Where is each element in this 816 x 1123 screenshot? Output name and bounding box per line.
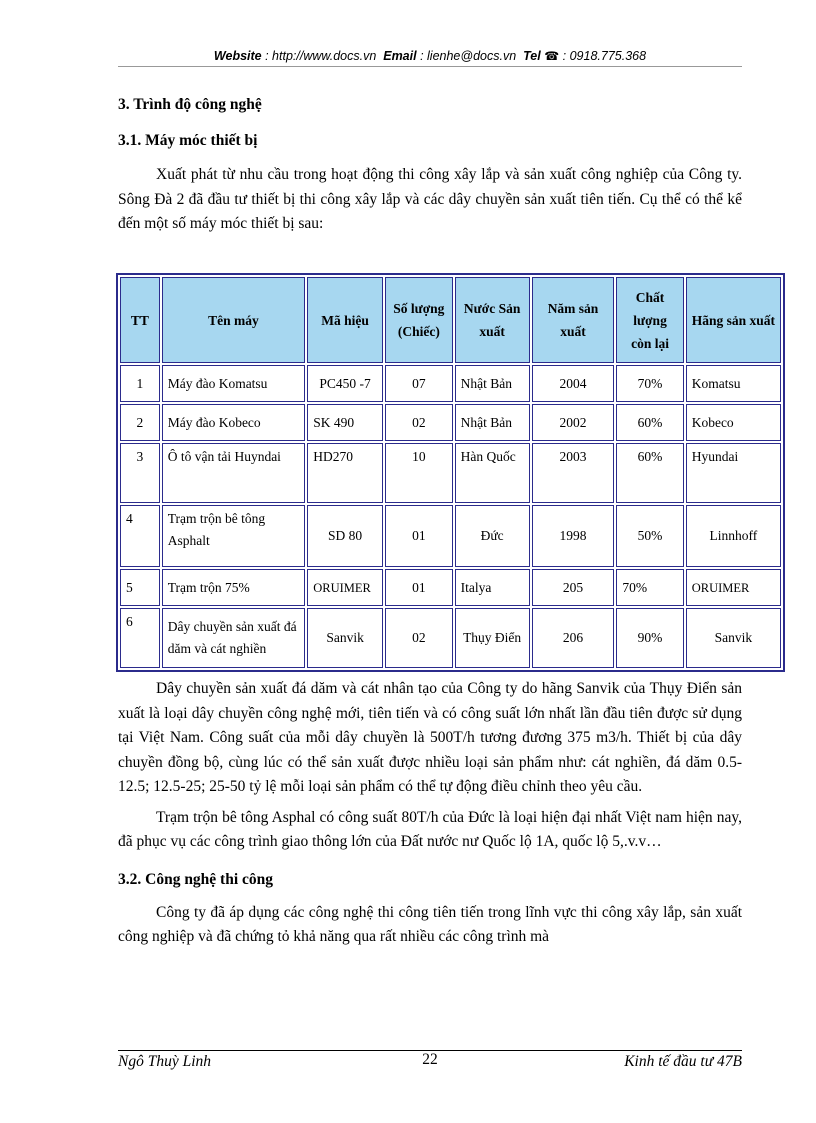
cell-year: 1998 [532,505,615,567]
cell-tt: 3 [120,443,160,503]
website-label: Website [213,49,262,63]
cell-year: 2004 [532,365,615,402]
cell-year: 2003 [532,443,615,503]
intro-paragraph: Xuất phát từ nhu cầu trong hoạt động thi công xây lắp và sản xuất công nghiệp của Công ty. Sông Đà 2 đã đầu tư thiết bị thi công xây lắp và các dây chuyền sản xuất tiên tiến. Cụ thể có thể kể đến một số máy móc thiết bị sau: [118,166,742,232]
header-divider [118,66,742,67]
cell-condition: 50% [616,505,683,567]
table-row [120,608,781,668]
cell-quantity: 01 [385,505,453,567]
cell-tt: 2 [120,404,160,441]
cell-condition: 70% [616,365,683,402]
footer-class: Kinh tế đầu tư 47B [624,1053,742,1070]
table-row [120,505,781,567]
cell-name: Trạm trộn 75% [162,569,306,606]
cell-country: Nhật Bản [455,404,530,441]
email-label: Email [383,49,417,63]
page-number: 22 [422,1051,438,1068]
cell-condition: 60% [616,443,683,503]
cell-tt: 6 [120,608,160,668]
subsection-title-equipment: 3.1. Máy móc thiết bị [118,132,258,149]
cell-quantity: 01 [385,569,453,606]
cell-condition: 90% [616,608,683,668]
cell-tt: 1 [120,365,160,402]
cell-tt: 4 [120,505,160,567]
cell-name: Dây chuyền sản xuất đá dăm và cát nghiền [162,608,306,668]
cell-model: PC450 -7 [307,365,383,402]
phone-icon: ☎ [544,49,560,63]
cell-quantity: 07 [385,365,453,402]
cell-country: Hàn Quốc [455,443,530,503]
cell-quantity: 02 [385,608,453,668]
paragraph-asphalt-plant: Trạm trộn bê tông Asphal có công suất 80T/h của Đức là loại hiện đại nhất Việt nam hiện nay, đã phục vụ các công trình giao thông lớn của Đất nước nư Quốc lộ 1A, quốc lộ 5,.v.v… [118,808,742,850]
col-header-name: Tên máy [162,277,306,363]
table-row [120,365,781,402]
cell-model: SK 490 [307,404,383,441]
col-header-tt: TT [120,277,160,363]
col-header-quantity: Số lượng (Chiếc) [385,277,453,363]
cell-manufacturer: Hyundai [686,443,781,503]
cell-name: Máy đào Kobeco [162,404,306,441]
website-value: : http://www.docs.vn [265,49,377,63]
equipment-table [116,273,785,672]
cell-model: ORUIMER [307,569,383,606]
cell-quantity: 10 [385,443,453,503]
cell-manufacturer: ORUIMER [686,569,781,606]
section-title: 3. Trình độ công nghệ [118,96,262,113]
section-content [118,88,742,237]
cell-name: Trạm trộn bê tông Asphalt [162,505,306,567]
cell-model: Sanvik [307,608,383,668]
col-header-year: Năm sản xuất [532,277,615,363]
cell-quantity: 02 [385,404,453,441]
cell-model: SD 80 [307,505,383,567]
tel-label: Tel [523,49,541,63]
cell-name: Máy đào Komatsu [162,365,306,402]
cell-name: Ô tô vận tải Huyndai [162,443,306,503]
table-row [120,569,781,606]
paragraph-sanvik-line: Dây chuyền sản xuất đá dăm và cát nhân tạo của Công ty do hãng Sanvik của Thụy Điển sản xuất là loại dây chuyền công nghệ mới, tiên tiến và có công suất lớn nhất lần đầu tiên được sử dụng tại Việt Nam. Công suất của mỗi dây chuyền là 500T/h tương đương 375 m3/h. Thiết bị của dây chuyền đồng bộ, cùng lúc có thể sản xuất được nhiều loại sản phẩm như: cát nghiền, đá dăm 0.5-12.5; 12.5-25; 25-50 tỷ lệ mỗi loại sản phẩm có thể tự động điều chỉnh theo yêu cầu. [118,680,742,795]
table-row [120,404,781,441]
cell-country: Nhật Bản [455,365,530,402]
table-header-row [120,277,781,363]
email-value: : lienhe@docs.vn [420,49,517,63]
cell-tt: 5 [120,569,160,606]
page-header [118,48,742,64]
cell-manufacturer: Linnhoff [686,505,781,567]
cell-year: 205 [532,569,615,606]
cell-condition: 60% [616,404,683,441]
col-header-condition: Chất lượng còn lại [616,277,683,363]
cell-manufacturer: Komatsu [686,365,781,402]
cell-manufacturer: Sanvik [686,608,781,668]
cell-year: 206 [532,608,615,668]
cell-country: Thụy Điển [455,608,530,668]
cell-country: Italya [455,569,530,606]
cell-model: HD270 [307,443,383,503]
col-header-model: Mã hiệu [307,277,383,363]
col-header-manufacturer: Hãng sản xuất [686,277,781,363]
paragraph-construction-tech: Công ty đã áp dụng các công nghệ thi công tiên tiến trong lĩnh vực thi công xây lắp, sản xuất công nghiệp và đã chứng tỏ khả năng qua rất nhiều các công trình mà [118,903,742,945]
table-row [120,443,781,503]
footer-author: Ngô Thuỳ Linh [118,1053,212,1070]
tel-value: : 0918.775.368 [562,49,647,63]
subsection-title-construction: 3.2. Công nghệ thi công [118,870,274,888]
cell-country: Đức [455,505,530,567]
cell-condition: 70% [616,569,683,606]
col-header-country: Nước Sản xuất [455,277,530,363]
cell-year: 2002 [532,404,615,441]
cell-manufacturer: Kobeco [686,404,781,441]
body-content [118,677,742,950]
